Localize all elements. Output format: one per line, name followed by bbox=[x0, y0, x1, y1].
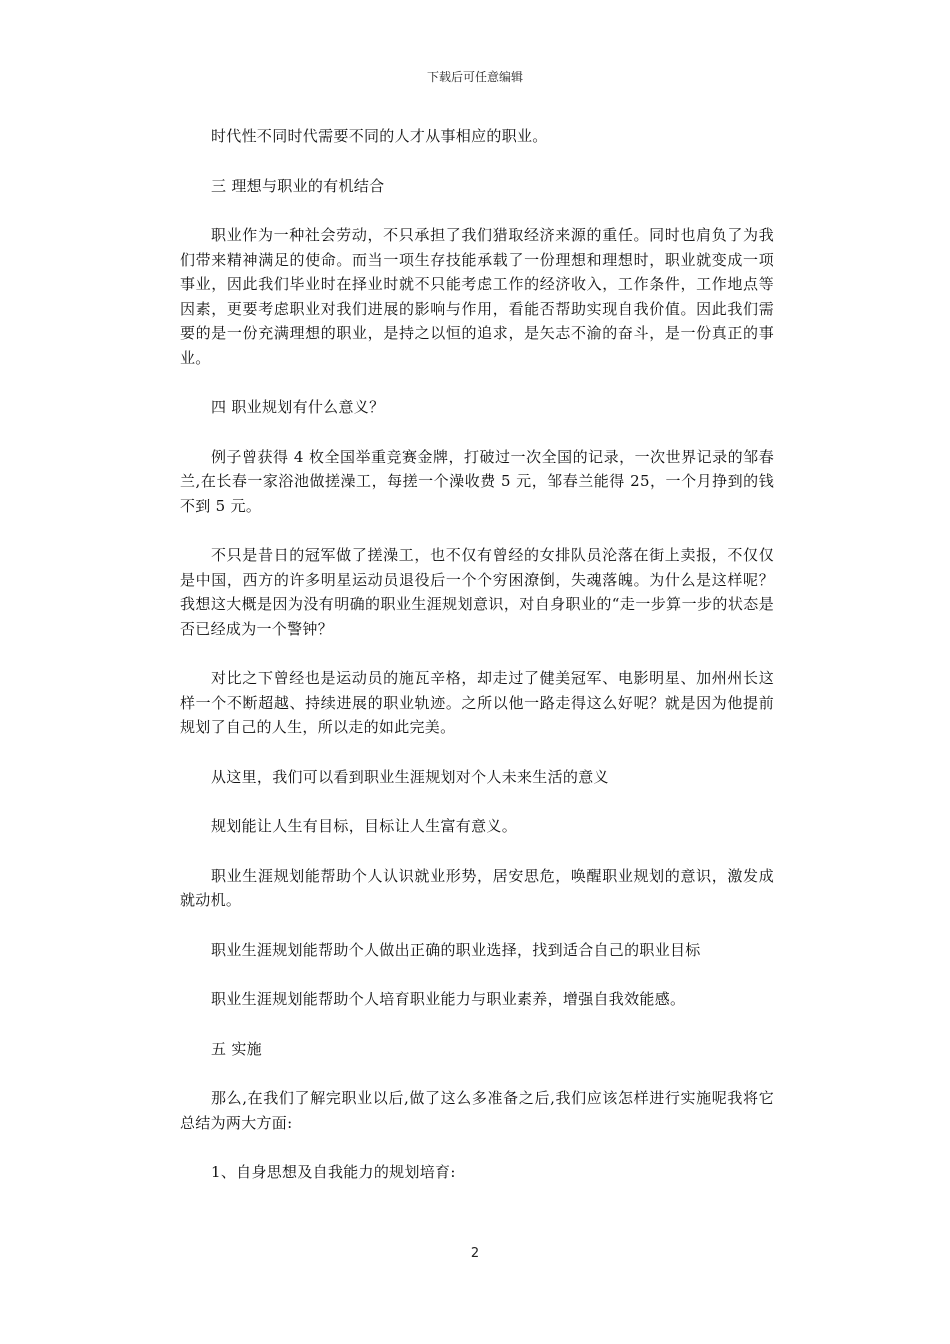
paragraph: 例子曾获得 4 枚全国举重竞赛金牌，打破过一次全国的记录，一次世界记录的邹春兰,在长春一家浴池做搓澡工，每搓一个澡收费 5 元，邹春兰能得 25，一个月挣到的钱不到 5 元。 bbox=[180, 447, 774, 515]
section-heading: 四 职业规划有什么意义？ bbox=[211, 398, 385, 416]
page-number: 2 bbox=[470, 1246, 480, 1261]
paragraph: 职业生涯规划能帮助个人做出正确的职业选择，找到适合自己的职业目标 bbox=[211, 940, 701, 959]
paragraph: 从这里，我们可以看到职业生涯规划对个人未来生活的意义 bbox=[211, 767, 609, 786]
paragraph: 规划能让人生有目标，目标让人生富有意义。 bbox=[211, 817, 518, 835]
section-heading: 三 理想与职业的有机结合 bbox=[211, 176, 385, 195]
paragraph: 不只是昔日的冠军做了搓澡工，也不仅有曾经的女排队员沦落在街上卖报，不仅仅是中国，西方的许多明星运动员退役后一个个穷困潦倒，失魂落魄。为什么是这样呢？我想这大概是因为没有明确的职业生涯规划意识，对自身职业的“走一步算一步的状态是否已经成为一个警钟？ bbox=[180, 546, 774, 638]
paragraph: 那么,在我们了解完职业以后,做了这么多准备之后,我们应该怎样进行实施呢我将它总结为两大方面: bbox=[180, 1089, 774, 1132]
section-heading: 五 实施 bbox=[211, 1039, 262, 1058]
paragraph: 职业生涯规划能帮助个人培育职业能力与职业素养，增强自我效能感。 bbox=[211, 990, 686, 1008]
paragraph: 职业生涯规划能帮助个人认识就业形势，居安思危，唤醒职业规划的意识，激发成就动机。 bbox=[180, 866, 774, 909]
paragraph: 1、自身思想及自我能力的规划培育: bbox=[211, 1163, 456, 1181]
paragraph: 时代性不同时代需要不同的人才从事相应的职业。 bbox=[211, 127, 548, 145]
document-body bbox=[180, 124, 774, 1210]
paragraph: 对比之下曾经也是运动员的施瓦辛格，却走过了健美冠军、电影明星、加州州长这样一个不断超越、持续进展的职业轨迹。之所以他一路走得这么好呢？就是因为他提前规划了自己的人生，所以走的如此完美。 bbox=[180, 669, 774, 736]
paragraph: 职业作为一种社会劳动，不只承担了我们猎取经济来源的重任。同时也肩负了为我们带来精神满足的使命。而当一项生存技能承载了一份理想和理想时，职业就变成一项事业，因此我们毕业时在择业时就不只能考虑工作的经济收入，工作条件，工作地点等因素，更要考虑职业对我们进展的影响与作用，看能否帮助实现自我价值。因此我们需要的是一份充满理想的职业，是持之以恒的追求，是矢志不渝的奋斗，是一份真正的事业。 bbox=[180, 226, 774, 367]
page-header: 下载后可任意编辑 bbox=[426, 70, 523, 84]
